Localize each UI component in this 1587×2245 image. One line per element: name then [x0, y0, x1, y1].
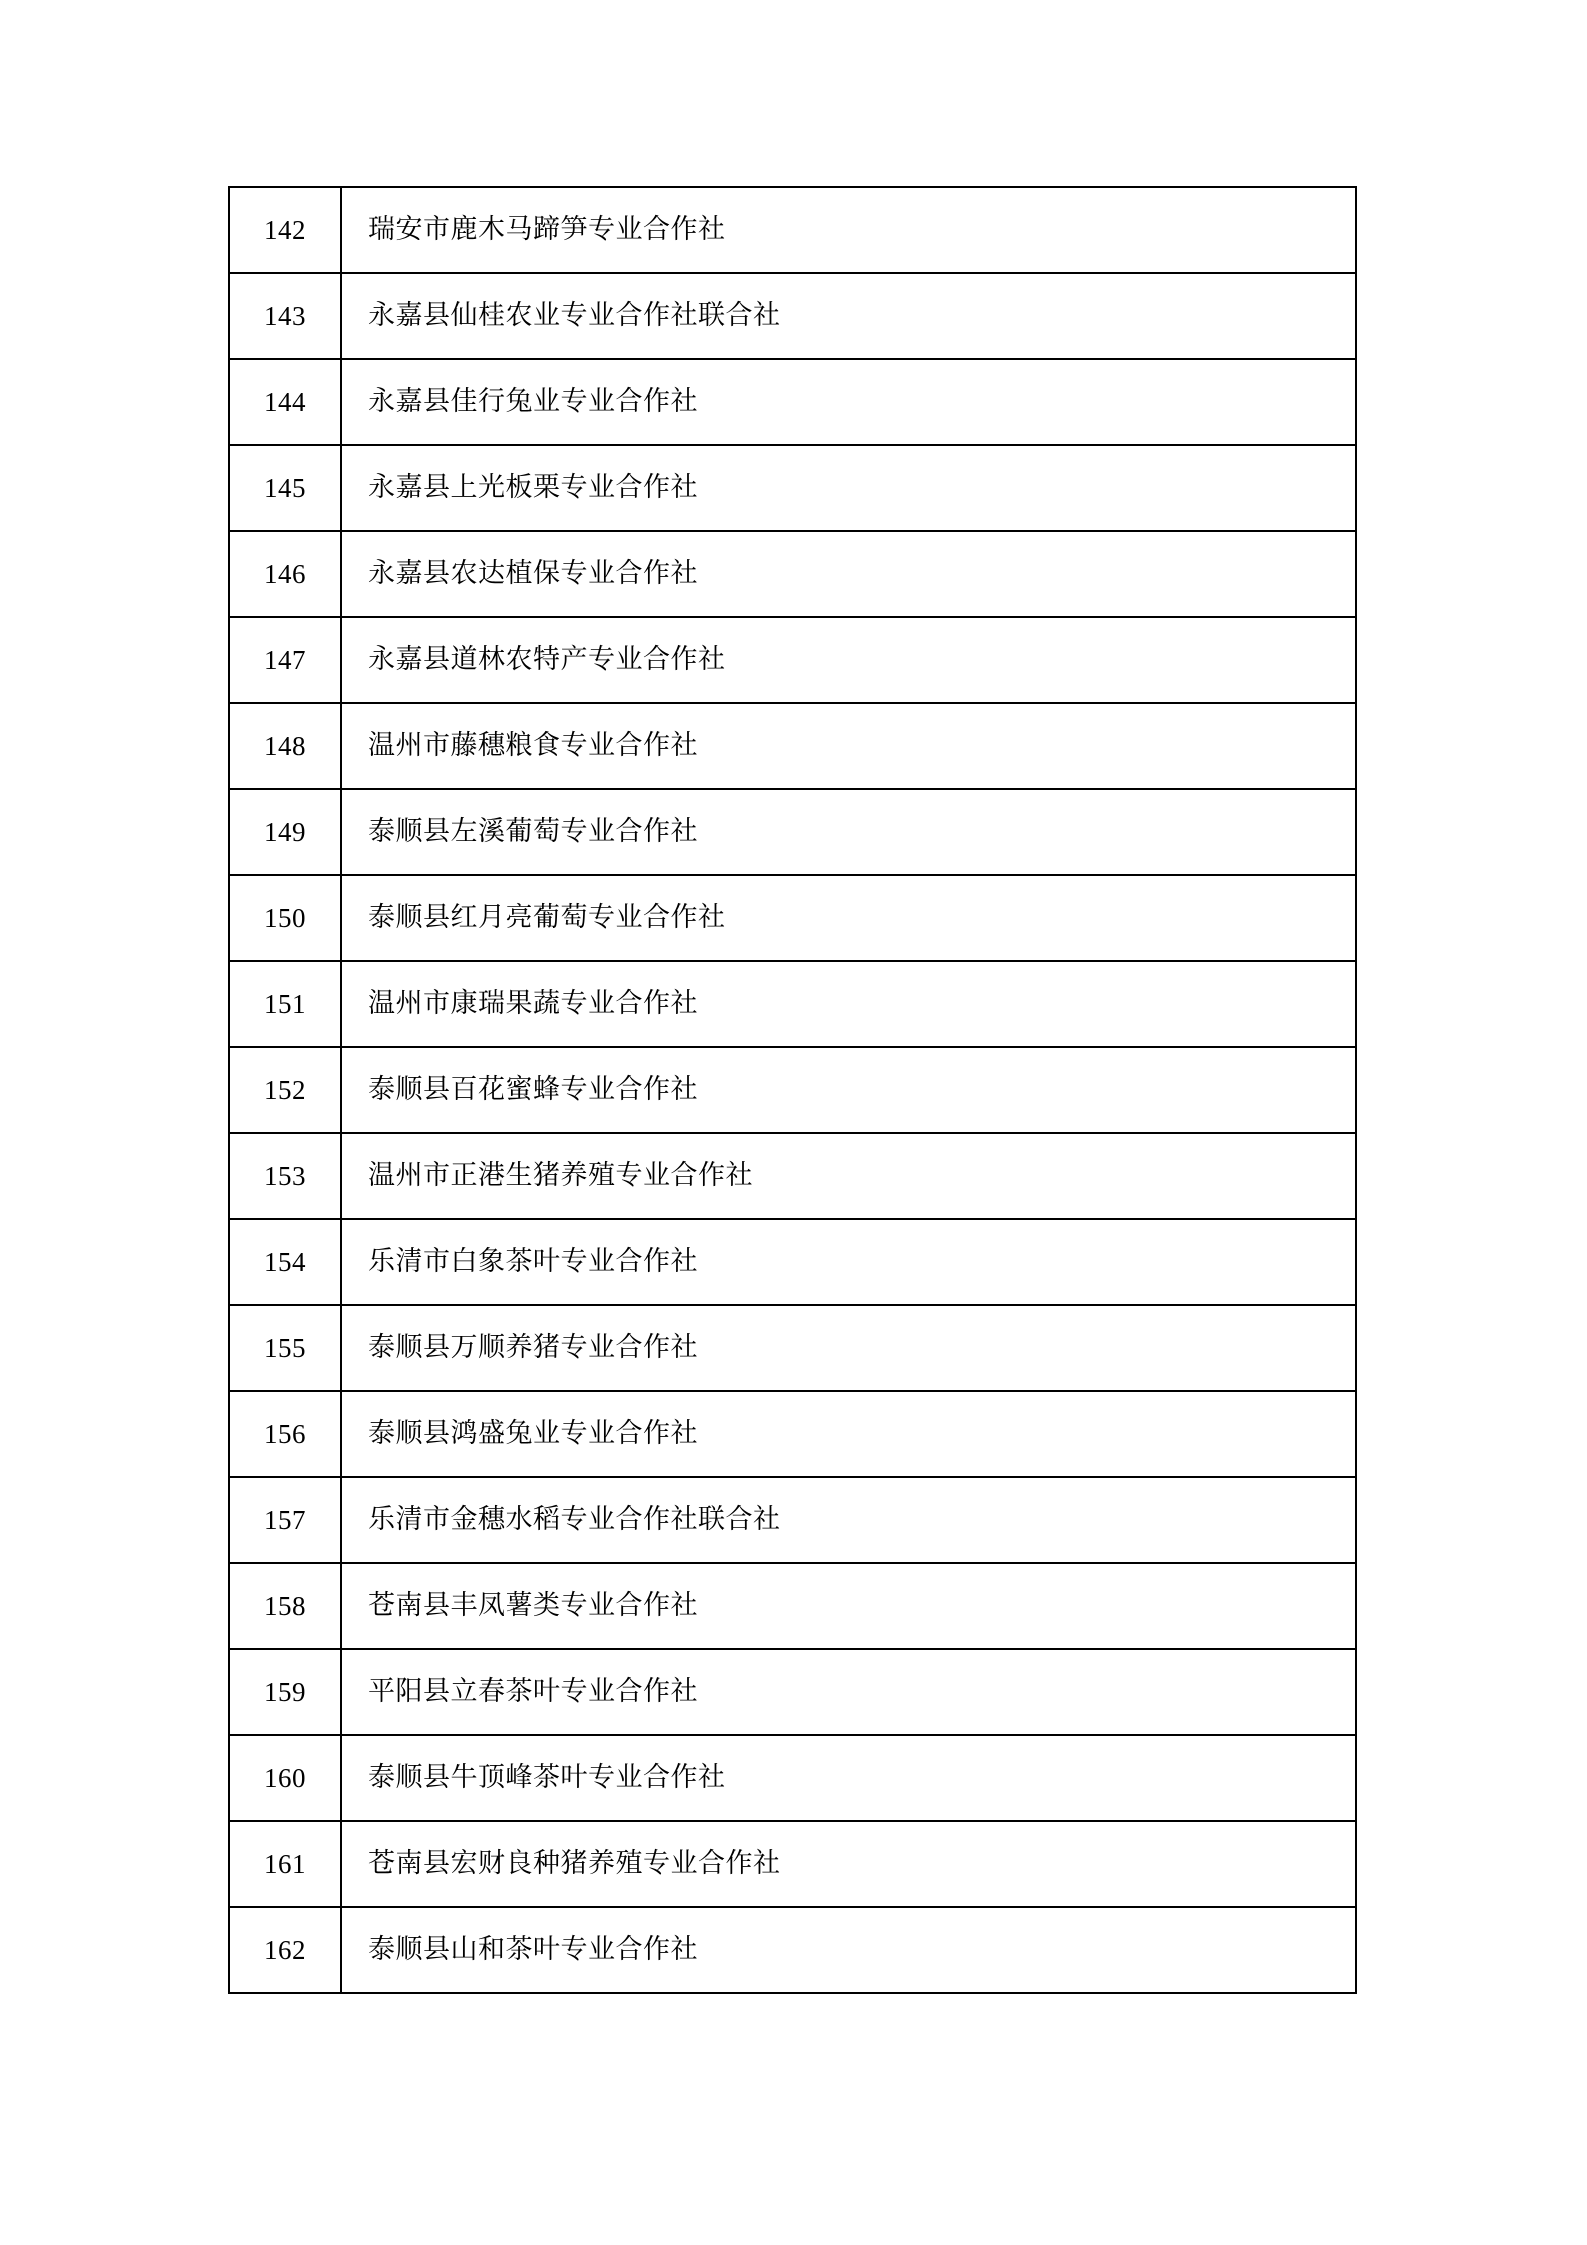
row-name-cell: 苍南县宏财良种猪养殖专业合作社: [341, 1821, 1356, 1907]
table-body: [229, 187, 1356, 1993]
row-index-cell: 142: [229, 187, 341, 273]
row-name-cell: 泰顺县百花蜜蜂专业合作社: [341, 1047, 1356, 1133]
table-row: [229, 1649, 1356, 1735]
row-index-cell: 145: [229, 445, 341, 531]
table-row: [229, 273, 1356, 359]
table-row: [229, 1563, 1356, 1649]
row-index-cell: 162: [229, 1907, 341, 1993]
row-name-cell: 苍南县丰凤薯类专业合作社: [341, 1563, 1356, 1649]
row-name-cell: 乐清市白象茶叶专业合作社: [341, 1219, 1356, 1305]
table-row: [229, 359, 1356, 445]
table-row: [229, 617, 1356, 703]
row-index-cell: 147: [229, 617, 341, 703]
row-index-cell: 158: [229, 1563, 341, 1649]
row-index-cell: 151: [229, 961, 341, 1047]
row-name-cell: 泰顺县左溪葡萄专业合作社: [341, 789, 1356, 875]
row-name-cell: 瑞安市鹿木马蹄笋专业合作社: [341, 187, 1356, 273]
row-index-cell: 144: [229, 359, 341, 445]
table-row: [229, 1821, 1356, 1907]
cooperative-list-table: [228, 186, 1357, 1994]
row-index-cell: 155: [229, 1305, 341, 1391]
row-index-cell: 149: [229, 789, 341, 875]
row-name-cell: 乐清市金穗水稻专业合作社联合社: [341, 1477, 1356, 1563]
row-index-cell: 159: [229, 1649, 341, 1735]
table-row: [229, 445, 1356, 531]
table-row: [229, 875, 1356, 961]
table-row: [229, 1391, 1356, 1477]
row-index-cell: 150: [229, 875, 341, 961]
row-index-cell: 157: [229, 1477, 341, 1563]
table-row: [229, 789, 1356, 875]
row-index-cell: 143: [229, 273, 341, 359]
row-index-cell: 152: [229, 1047, 341, 1133]
row-name-cell: 永嘉县仙桂农业专业合作社联合社: [341, 273, 1356, 359]
row-index-cell: 153: [229, 1133, 341, 1219]
row-index-cell: 161: [229, 1821, 341, 1907]
row-name-cell: 泰顺县牛顶峰茶叶专业合作社: [341, 1735, 1356, 1821]
table-row: [229, 531, 1356, 617]
table-row: [229, 1133, 1356, 1219]
row-index-cell: 146: [229, 531, 341, 617]
row-name-cell: 温州市正港生猪养殖专业合作社: [341, 1133, 1356, 1219]
row-index-cell: 148: [229, 703, 341, 789]
table-row: [229, 703, 1356, 789]
table-row: [229, 187, 1356, 273]
row-index-cell: 156: [229, 1391, 341, 1477]
table-row: [229, 961, 1356, 1047]
row-name-cell: 泰顺县万顺养猪专业合作社: [341, 1305, 1356, 1391]
row-name-cell: 永嘉县道林农特产专业合作社: [341, 617, 1356, 703]
row-name-cell: 温州市康瑞果蔬专业合作社: [341, 961, 1356, 1047]
row-name-cell: 泰顺县红月亮葡萄专业合作社: [341, 875, 1356, 961]
row-name-cell: 平阳县立春茶叶专业合作社: [341, 1649, 1356, 1735]
row-name-cell: 永嘉县农达植保专业合作社: [341, 531, 1356, 617]
table-row: [229, 1735, 1356, 1821]
table-row: [229, 1219, 1356, 1305]
row-name-cell: 泰顺县山和茶叶专业合作社: [341, 1907, 1356, 1993]
row-name-cell: 温州市藤穗粮食专业合作社: [341, 703, 1356, 789]
row-name-cell: 永嘉县佳行兔业专业合作社: [341, 359, 1356, 445]
table-row: [229, 1907, 1356, 1993]
row-index-cell: 160: [229, 1735, 341, 1821]
table-row: [229, 1047, 1356, 1133]
row-name-cell: 泰顺县鸿盛兔业专业合作社: [341, 1391, 1356, 1477]
row-name-cell: 永嘉县上光板栗专业合作社: [341, 445, 1356, 531]
table-row: [229, 1477, 1356, 1563]
table-row: [229, 1305, 1356, 1391]
row-index-cell: 154: [229, 1219, 341, 1305]
